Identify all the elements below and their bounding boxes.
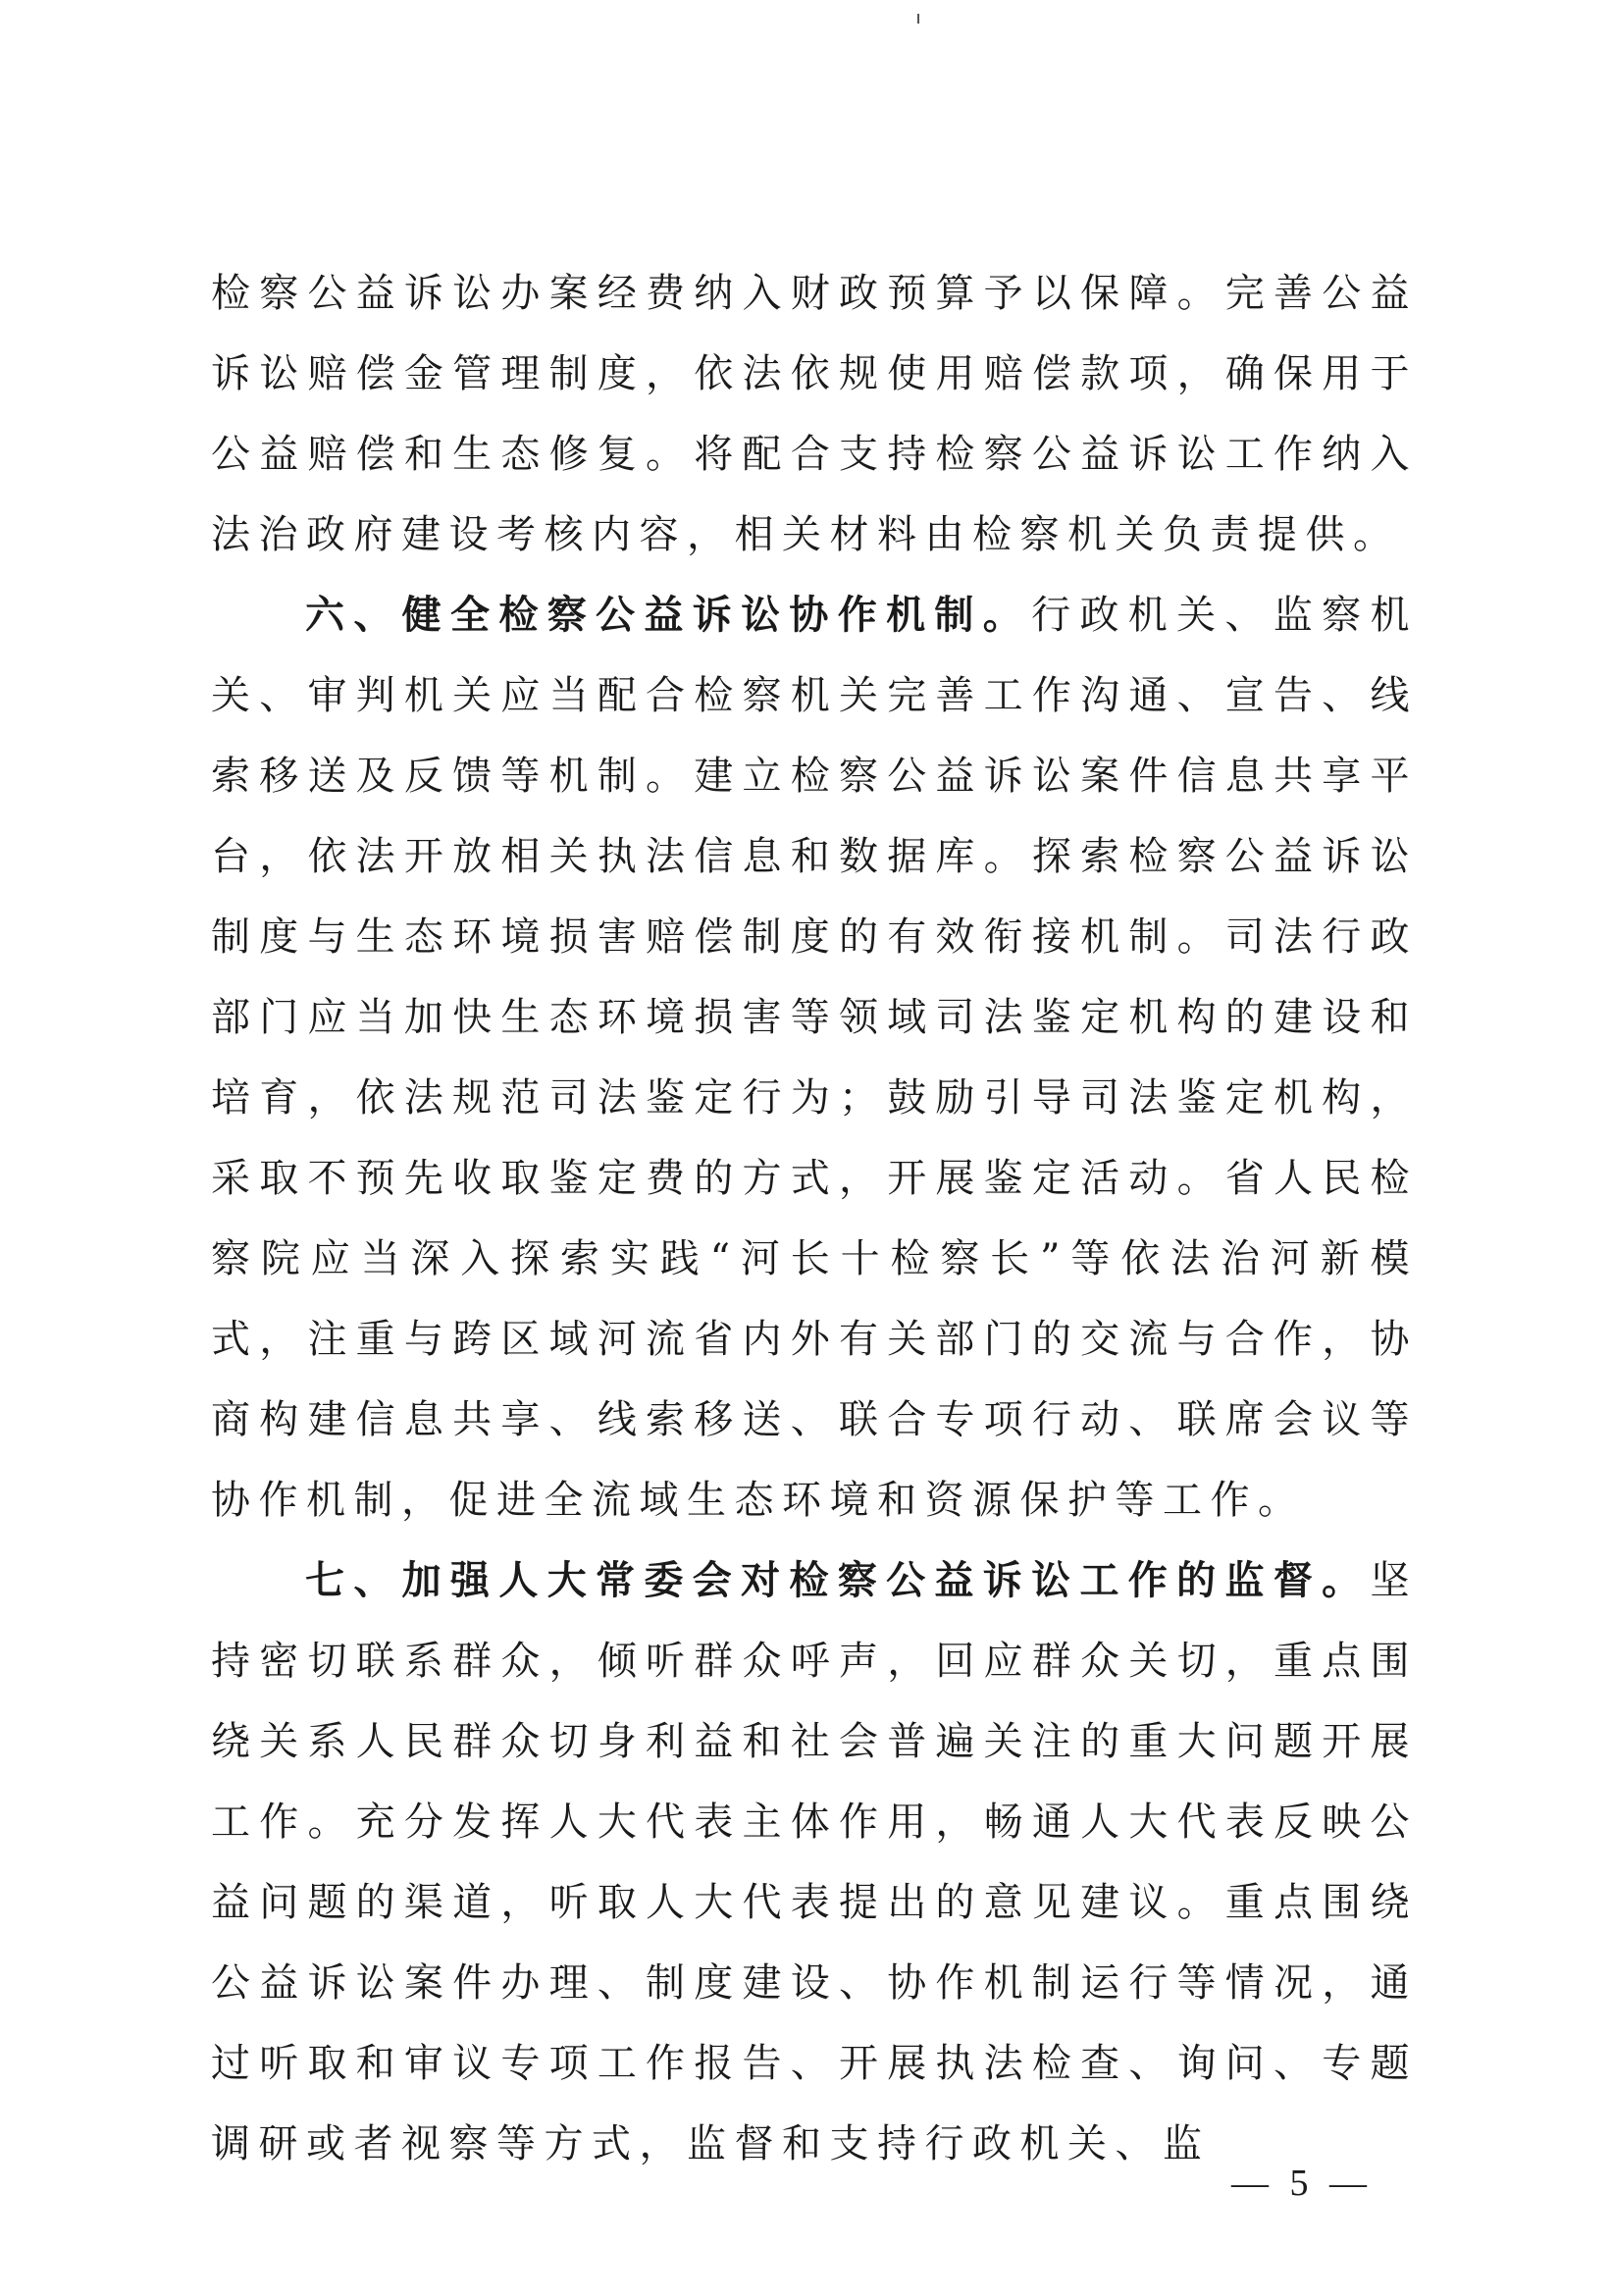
paragraph-section-seven	[211, 1540, 1418, 2184]
scan-artifact-mark	[917, 14, 919, 24]
paragraph-budget-guarantee	[211, 253, 1418, 575]
section-six-heading: 六、健全检察公益诉讼协作机制。	[305, 593, 1032, 638]
page-number: — 5 —	[1231, 2163, 1373, 2204]
document-body	[211, 253, 1418, 2184]
paragraph-text: 检察公益诉讼办案经费纳入财政预算予以保障。完善公益诉讼赔偿金管理制度，依法依规使用赔偿款项，确保用于公益赔偿和生态修复。将配合支持检察公益诉讼工作纳入法治政府建设考核内容，相关材料由检察机关负责提供。	[211, 271, 1418, 557]
paragraph-text: 行政机关、监察机关、审判机关应当配合检察机关完善工作沟通、宣告、线索移送及反馈等机制。建立检察公益诉讼案件信息共享平台，依法开放相关执法信息和数据库。探索检察公益诉讼制度与生态环境损害赔偿制度的有效衔接机制。司法行政部门应当加快生态环境损害等领域司法鉴定机构的建设和培育，依法规范司法鉴定行为；鼓励引导司法鉴定机构，采取不预先收取鉴定费的方式，开展鉴定活动。省人民检察院应当深入探索实践“河长十检察长”等依法治河新模式，注重与跨区域河流省内外有关部门的交流与合作，协商构建信息共享、线索移送、联合专项行动、联席会议等协作机制，促进全流域生态环境和资源保护等工作。	[211, 593, 1419, 1523]
paragraph-text: 坚持密切联系群众，倾听群众呼声，回应群众关切，重点围绕关系人民群众切身利益和社会普遍关注的重大问题开展工作。充分发挥人大代表主体作用，畅通人大代表反映公益问题的渠道，听取人大代表提出的意见建议。重点围绕公益诉讼案件办理、制度建设、协作机制运行等情况，通过听取和审议专项工作报告、开展执法检查、询问、专题调研或者视察等方式，监督和支持行政机关、监	[211, 1558, 1418, 2166]
paragraph-section-six	[211, 575, 1418, 1540]
section-seven-heading: 七、加强人大常委会对检察公益诉讼工作的监督。	[305, 1558, 1371, 1603]
